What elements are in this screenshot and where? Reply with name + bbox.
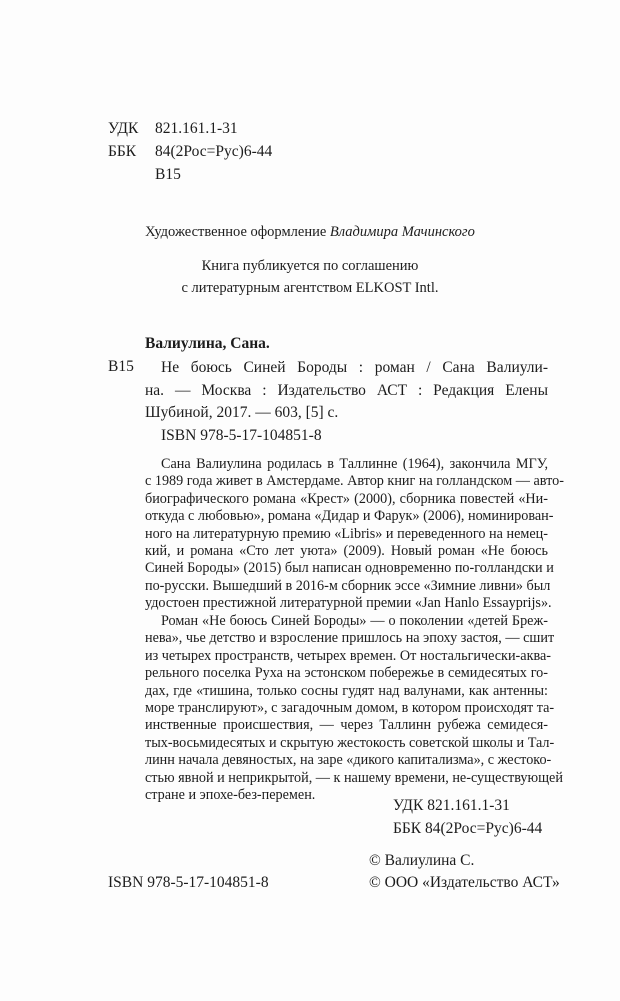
bbk-value: 84(2Рос=Рус)6-44 (155, 143, 273, 160)
design-credit (0, 224, 620, 241)
bibliographic-mark: В15 (108, 358, 134, 375)
bbk-label: ББК (108, 143, 137, 160)
annotation-line: удостоен престижной литературной премии «Jan Hanlo Essayprijs». (145, 595, 552, 612)
annotation-line: по-русски. Вышедший в 2016-м сборник эссе «Зимние ливни» был (145, 577, 551, 594)
author-mark: В15 (155, 166, 181, 183)
agreement-line-2: с литературным агентством ELKOST Intl. (181, 280, 439, 296)
annotation-line: море транслируют», с загадочным домом, в котором происходят та- (145, 700, 555, 717)
designer-name: Владимира Мачинского (329, 224, 475, 240)
isbn: ISBN 978-5-17-104851-8 (161, 427, 322, 444)
bottom-isbn: ISBN 978-5-17-104851-8 (108, 874, 269, 891)
bib-line: Шубиной, 2017. — 603, [5] с. (145, 404, 339, 421)
annotation-line: стью явной и неприкрытой, — к нашему времени, не-существующей (145, 769, 563, 786)
annotation-line: нева», чье детство и взросление пришлось на эпоху застоя, — сшит (145, 630, 555, 647)
annotation-line: с 1989 года живет в Амстердаме. Автор книг на голландском — авто- (145, 473, 564, 490)
annotation-line: откуда с любовью», романа «Дидар и Фарук» (2006), номинирован- (145, 508, 554, 525)
copyright-author: © Валиулина С. (369, 852, 475, 869)
udk-line (108, 120, 238, 138)
annotation-line: Роман «Не боюсь Синей Бороды» — о поколении «детей Бреж- (161, 613, 548, 629)
annotation-line: рельного поселка Руха на эстонском побережье в семидесятых го- (145, 665, 548, 682)
annotation-line: линн начала девяностых, на заре «дикого капитализма», с жестоко- (145, 752, 552, 769)
annotation-line: биографического романа «Крест» (2000), сборника повестей «Ни- (145, 490, 548, 507)
annotation-line: стране и эпохе-без-перемен. (145, 787, 316, 804)
author-heading: Валиулина, Сана. (145, 335, 270, 352)
copyright-publisher: © ООО «Издательство АСТ» (369, 874, 560, 891)
bibliographic-description (145, 357, 548, 425)
annotation-line: кий, и романа «Сто лет уюта» (2009). Новый роман «Не боюсь (145, 543, 548, 560)
agreement-line-1: Книга публикуется по соглашению (201, 258, 419, 274)
design-credit-prefix: Художественное оформление (145, 224, 327, 240)
bbk-line (108, 143, 272, 161)
annotation-line: ного на литературную премию «Libris» и переведенного на немец- (145, 525, 548, 542)
annotation-paragraph-2 (145, 613, 563, 804)
annotation-paragraph-1 (145, 456, 564, 613)
annotation-line: Сана Валиулина родилась в Таллинне (1964), закончила МГУ, (161, 456, 548, 472)
annotation-line: дах, где «тишина, только сосны гудят над валунами, как антенны: (145, 682, 548, 699)
annotation-line: инственные происшествия, — через Таллинн рубежа семидеся- (145, 717, 548, 734)
udk-value: 821.161.1-31 (155, 120, 238, 137)
bib-line: Не боюсь Синей Бороды : роман / Сана Валиули- (161, 359, 548, 376)
bottom-bbk: ББК 84(2Рос=Рус)6-44 (393, 820, 543, 837)
annotation-line: тых-восьмидесятых и скрытую жестокость советской школы и Тал- (145, 734, 555, 751)
annotation-line: Синей Бороды» (2015) был написан одновременно по-голландски и (145, 560, 554, 577)
udk-label: УДК (108, 120, 139, 137)
annotation-line: из четырех пространств, четырех времен. От ностальгически-аква- (145, 647, 551, 664)
bottom-udk: УДК 821.161.1-31 (393, 797, 510, 814)
bib-line: на. — Москва : Издательство АСТ : Редакция Елены (145, 381, 548, 399)
